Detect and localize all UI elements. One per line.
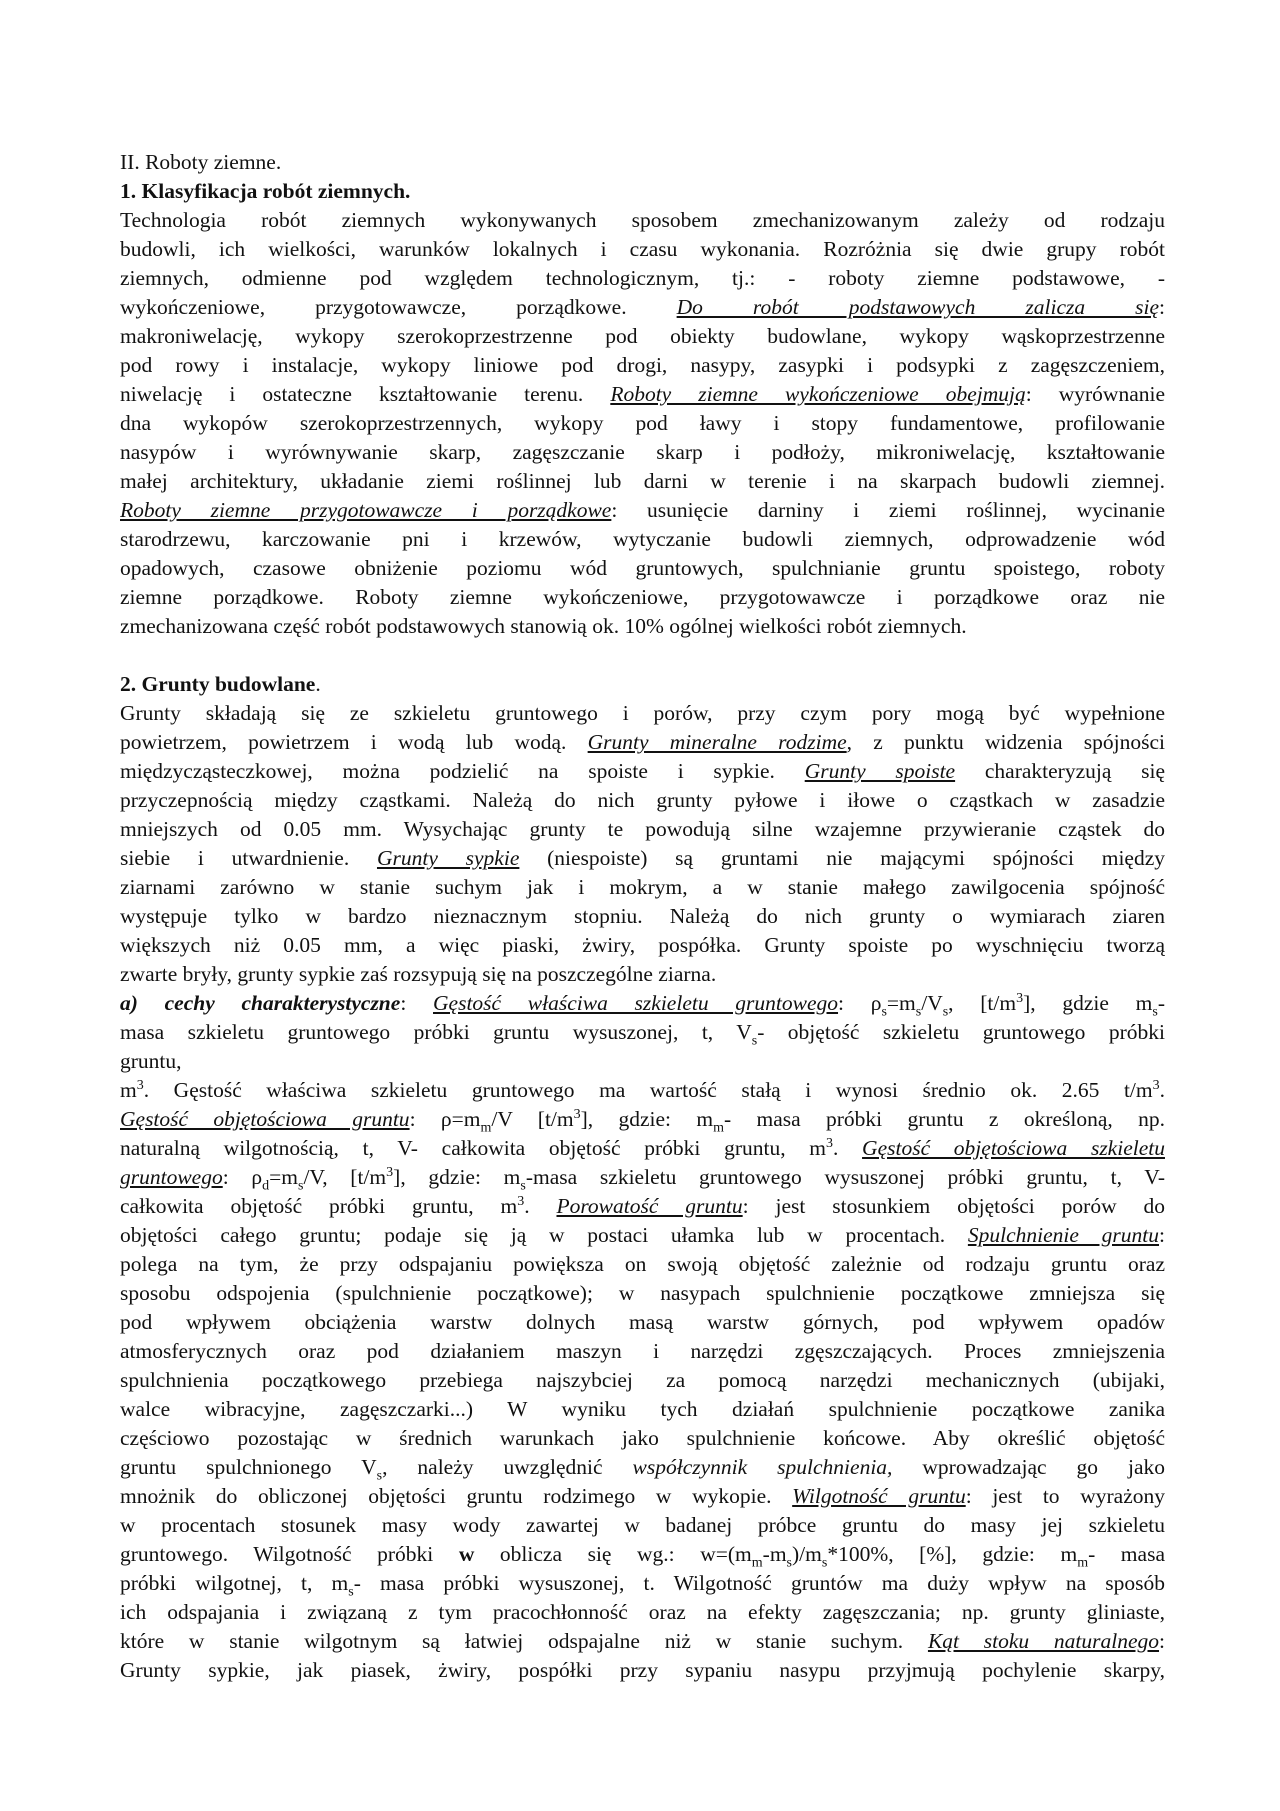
italic-term: współczynnik spulchnienia, [632, 1455, 893, 1479]
paragraph-line: Grunty sypkie, jak piasek, żwiry, pospółki przy sypaniu nasypu przyjmują pochylenie skarpy, [120, 1658, 1165, 1682]
underlined-term: Gęstość właściwa szkieletu gruntowego [433, 991, 839, 1015]
text-run: : [1159, 1223, 1165, 1247]
text-run: : usunięcie darniny i ziemi roślinnej, wycinanie [611, 498, 1165, 522]
text-run: gruntu spulchnionego V [120, 1455, 377, 1479]
text-run: siebie i utwardnienie. [120, 846, 350, 870]
text-run: gruntowego. Wilgotność próbki [120, 1542, 434, 1566]
text-run: : [1159, 295, 1165, 319]
text-run: . [524, 1194, 530, 1218]
text-run: masa szkieletu gruntowego próbki gruntu wysuszonej, t, V [120, 1020, 752, 1044]
paragraph-line: walce wibracyjne, zagęszczarki...) W wyniku tych działań spulchnienie początkowe zanika [120, 1397, 1165, 1421]
paragraph-line: większych niż 0.05 mm, a więc piaski, żwiry, pospółka. Grunty spoiste po wyschnięciu tworzą [120, 933, 1165, 957]
paragraph-gap [120, 641, 1165, 670]
heading-soils [120, 670, 1165, 699]
paragraph-line: zwarte bryły, grunty sypkie zaś rozsypują się na poszczególne ziarna. [120, 962, 717, 986]
document-page [120, 148, 1165, 1685]
text-run: niwelację i ostateczne kształtowanie terenu. [120, 382, 584, 406]
text-run: : ρ=m [409, 1107, 481, 1131]
heading-classification: 1. Klasyfikacja robót ziemnych. [120, 179, 411, 203]
bold-symbol: w [458, 1542, 475, 1566]
underlined-term: Gęstość objętościowa gruntu [120, 1107, 410, 1131]
text-run: . [315, 672, 321, 696]
paragraph-line: gruntu, [120, 1049, 182, 1073]
text-run: : [1159, 1629, 1165, 1653]
paragraph-line [120, 1221, 1165, 1250]
subscript: s [1152, 1004, 1158, 1018]
text-run: oblicza się wg.: w=(m [499, 1542, 752, 1566]
subscript: s [298, 1178, 304, 1192]
subscript: m [1077, 1555, 1089, 1569]
superscript: 3 [825, 1135, 833, 1151]
text-run: /V [t/m [491, 1107, 574, 1131]
paragraph-line: makroniwelację, wykopy szerokoprzestrzenne pod obiekty budowlane, wykopy wąskoprzestrzenne [120, 324, 1165, 348]
paragraph-line: mniejszych od 0.05 mm. Wysychając grunty te powodują silne wzajemne przywieranie cząstek do [120, 817, 1165, 841]
text-run: próbki wilgotnej, t, m [120, 1571, 349, 1595]
heading-text: 2. Grunty budowlane [120, 672, 316, 696]
text-run: : ρ [222, 1165, 263, 1189]
paragraph-line: zmechanizowana część robót podstawowych stanowią ok. 10% ogólnej wielkości robót ziemnych. [120, 614, 967, 638]
paragraph-line [120, 1076, 1165, 1105]
superscript: 3 [1152, 1077, 1160, 1093]
text-run: : [400, 991, 407, 1015]
paragraph-line [120, 1134, 1165, 1163]
text-run: (niespoiste) są gruntami nie mającymi spójności między [547, 846, 1165, 870]
text-run: =m [269, 1165, 299, 1189]
text-run: - masa próbki gruntu z określoną, np. [723, 1107, 1165, 1131]
text-run: mnożnik do obliczonej objętości gruntu rodzimego w wykopie. [120, 1484, 772, 1508]
paragraph-line [120, 1627, 1165, 1656]
text-run: , [t/m [948, 991, 1017, 1015]
text-run: )/m [792, 1542, 822, 1566]
text-run: . [1159, 1078, 1165, 1102]
underlined-term: Roboty ziemne przygotowawcze i porządkowe [120, 498, 612, 522]
underlined-term: Wilgotność gruntu [792, 1484, 966, 1508]
text-run: wykończeniowe, przygotowawcze, porządkowe. [120, 295, 627, 319]
paragraph-line [120, 1453, 1165, 1482]
text-run: naturalną wilgotnością, t, V- całkowita objętość próbki gruntu, m [120, 1136, 826, 1160]
paragraph-line [120, 496, 1165, 525]
paragraph-line: nasypów i wyrównywanie skarp, zagęszczanie skarp i podłoży, mikroniwelację, kształtowanie [120, 440, 1165, 464]
subscript: s [348, 1584, 354, 1598]
paragraph-line: pod rowy i instalacje, wykopy liniowe pod drogi, nasypy, zasypki i podsypki z zagęszczeniem, [120, 353, 1165, 377]
text-run: ], gdzie: m [580, 1107, 714, 1131]
text-run: /V, [t/m [303, 1165, 387, 1189]
text-run: które w stanie wilgotnym są łatwiej odspajalne niż w stanie suchym. [120, 1629, 904, 1653]
paragraph-line [120, 293, 1165, 322]
paragraph-line: Grunty składają się ze szkieletu gruntowego i porów, przy czym pory mogą być wypełnione [120, 701, 1165, 725]
subscript: s [786, 1555, 792, 1569]
subscript: s [520, 1178, 526, 1192]
subsection-heading: a) cechy charakterystyczne [120, 991, 401, 1015]
paragraph-line: atmosferycznych oraz pod działaniem maszyn i narzędzi zgęszczających. Proces zmniejszenia [120, 1339, 1165, 1363]
paragraph-line: starodrzewu, karczowanie pni i krzewów, wytyczanie budowli ziemnych, odprowadzenie wód [120, 527, 1165, 551]
underlined-term: Spulchnienie gruntu [967, 1223, 1160, 1247]
text-run: międzycząsteczkowej, można podzielić na spoiste i sypkie. [120, 759, 775, 783]
paragraph-line: dna wykopów szerokoprzestrzennych, wykopy pod ławy i stopy fundamentowe, profilowanie [120, 411, 1165, 435]
text-run: : ρ [838, 991, 882, 1015]
underlined-term: Roboty ziemne wykończeniowe obejmują [610, 382, 1026, 406]
subscript: s [821, 1555, 828, 1569]
paragraph-line: w procentach stosunek masy wody zawartej w badanej próbce gruntu do masy jej szkieletu [120, 1513, 1165, 1537]
text-run: -masa szkieletu gruntowego wysuszonej próbki gruntu, t, V- [525, 1165, 1165, 1189]
text-run: - [1157, 991, 1165, 1015]
paragraph-line [120, 1163, 1165, 1192]
text-run: charakteryzują się [984, 759, 1165, 783]
paragraph-line [120, 380, 1165, 409]
subscript: s [751, 1033, 758, 1047]
paragraph-line: ziemnych, odmienne pod względem technologicznym, tj.: - roboty ziemne podstawowe, - [120, 266, 1165, 290]
paragraph-line: małej architektury, układanie ziemi roślinnej lub darni w terenie i na skarpach budowli ziemnej. [120, 469, 1165, 493]
text-run: , należy uwzględnić [382, 1455, 603, 1479]
underlined-term: Grunty spoiste [804, 759, 956, 783]
text-run: /V [921, 991, 943, 1015]
text-run: -m [762, 1542, 787, 1566]
text-run: m [120, 1078, 137, 1102]
underlined-term: Grunty sypkie [376, 846, 520, 870]
paragraph-line [120, 728, 1165, 757]
paragraph-line: sposobu odspojenia (spulchnienie początkowe); w nasypach spulchnienie początkowe zmniejsza się [120, 1281, 1165, 1305]
paragraph-line [120, 1569, 1165, 1598]
underlined-term: gruntowego [120, 1165, 223, 1189]
superscript: 3 [517, 1193, 525, 1209]
paragraph-line: przyczepnością między cząstkami. Należą do nich grunty pyłowe i iłowe o cząstkach w zasadzie [120, 788, 1165, 812]
underlined-term: Gęstość objętościowa szkieletu [862, 1136, 1165, 1160]
paragraph-line: budowli, ich wielkości, warunków lokalnych i czasu wykonania. Rozróżnia się dwie grupy robót [120, 237, 1165, 261]
superscript: 3 [136, 1077, 144, 1093]
text-run: wprowadzając go jako [922, 1455, 1165, 1479]
paragraph-line: ziemne porządkowe. Roboty ziemne wykończeniowe, przygotowawcze i porządkowe oraz nie [120, 585, 1165, 609]
underlined-term: Do robót podstawowych zalicza się [676, 295, 1160, 319]
paragraph-line [120, 1192, 1165, 1221]
subscript: s [881, 1004, 887, 1018]
paragraph-line [120, 1482, 1165, 1511]
text-run: . Gęstość właściwa szkieletu gruntowego ma wartość stałą i wynosi średnio ok. 2.65 t/m [143, 1078, 1153, 1102]
paragraph-line: częściowo pozostając w średnich warunkach jako spulchnienie końcowe. Aby określić objętość [120, 1426, 1165, 1450]
paragraph-line [120, 989, 1165, 1018]
text-run: : jest stosunkiem objętości porów do [742, 1194, 1165, 1218]
text-run: - objętość szkieletu gruntowego próbki [757, 1020, 1165, 1044]
paragraph-line: ich odspajania i związaną z tym pracochłonność oraz na efekty zagęszczania; np. grunty gliniaste, [120, 1600, 1165, 1624]
text-run: powietrzem, powietrzem i wodą lub wodą. [120, 730, 567, 754]
section-title: II. Roboty ziemne. [120, 150, 282, 174]
text-run: ], gdzie m [1023, 991, 1153, 1015]
subscript: d [262, 1178, 270, 1192]
paragraph-line [120, 1540, 1165, 1569]
text-run: objętości całego gruntu; podaje się ją w postaci ułamka lub w procentach. [120, 1223, 946, 1247]
text-run: =m [886, 991, 916, 1015]
text-run: - masa [1088, 1542, 1165, 1566]
text-run: : wyrównanie [1025, 382, 1165, 406]
subscript: s [942, 1004, 949, 1018]
subscript: s [376, 1468, 383, 1482]
paragraph-line: spulchnienia początkowego przebiega najszybciej za pomocą narzędzi mechanicznych (ubijaki, [120, 1368, 1165, 1392]
subscript: m [751, 1555, 763, 1569]
paragraph-line: opadowych, czasowe obniżenie poziomu wód gruntowych, spulchnianie gruntu spoistego, roboty [120, 556, 1165, 580]
text-run: : jest to wyrażony [965, 1484, 1165, 1508]
paragraph-line: pod wpływem obciążenia warstw dolnych masą warstw górnych, pod wpływem opadów [120, 1310, 1165, 1334]
paragraph-line [120, 844, 1165, 873]
subscript: s [915, 1004, 922, 1018]
paragraph-line [120, 757, 1165, 786]
paragraph-line [120, 1018, 1165, 1047]
paragraph-line: ziarnami zarówno w stanie suchym jak i mokrym, a w stanie małego zawilgocenia spójność [120, 875, 1165, 899]
subscript: m [480, 1120, 492, 1134]
text-run: . [832, 1136, 839, 1160]
superscript: 3 [573, 1106, 581, 1122]
superscript: 3 [1016, 990, 1024, 1006]
text-run: , z punktu widzenia spójności [846, 730, 1165, 754]
text-run: - masa próbki wysuszonej, t. Wilgotność gruntów ma duży wpływ na sposób [353, 1571, 1165, 1595]
text-run: ], gdzie: m [393, 1165, 521, 1189]
text-run: całkowita objętość próbki gruntu, m [120, 1194, 518, 1218]
underlined-term: Kąt stoku naturalnego [927, 1629, 1160, 1653]
underlined-term: Grunty mineralne rodzime [587, 730, 847, 754]
underlined-term: Porowatość gruntu [556, 1194, 743, 1218]
paragraph-line [120, 1105, 1165, 1134]
paragraph-line: polega na tym, że przy odspajaniu powiększa on swoją objętość zależnie od rodzaju gruntu oraz [120, 1252, 1165, 1276]
text-run: *100%, [%], gdzie: m [827, 1542, 1078, 1566]
superscript: 3 [386, 1164, 394, 1180]
subscript: m [713, 1120, 724, 1134]
paragraph-line: występuje tylko w bardzo nieznacznym stopniu. Należą do nich grunty o wymiarach ziaren [120, 904, 1165, 928]
paragraph-line: Technologia robót ziemnych wykonywanych sposobem zmechanizowanym zależy od rodzaju [120, 208, 1165, 232]
